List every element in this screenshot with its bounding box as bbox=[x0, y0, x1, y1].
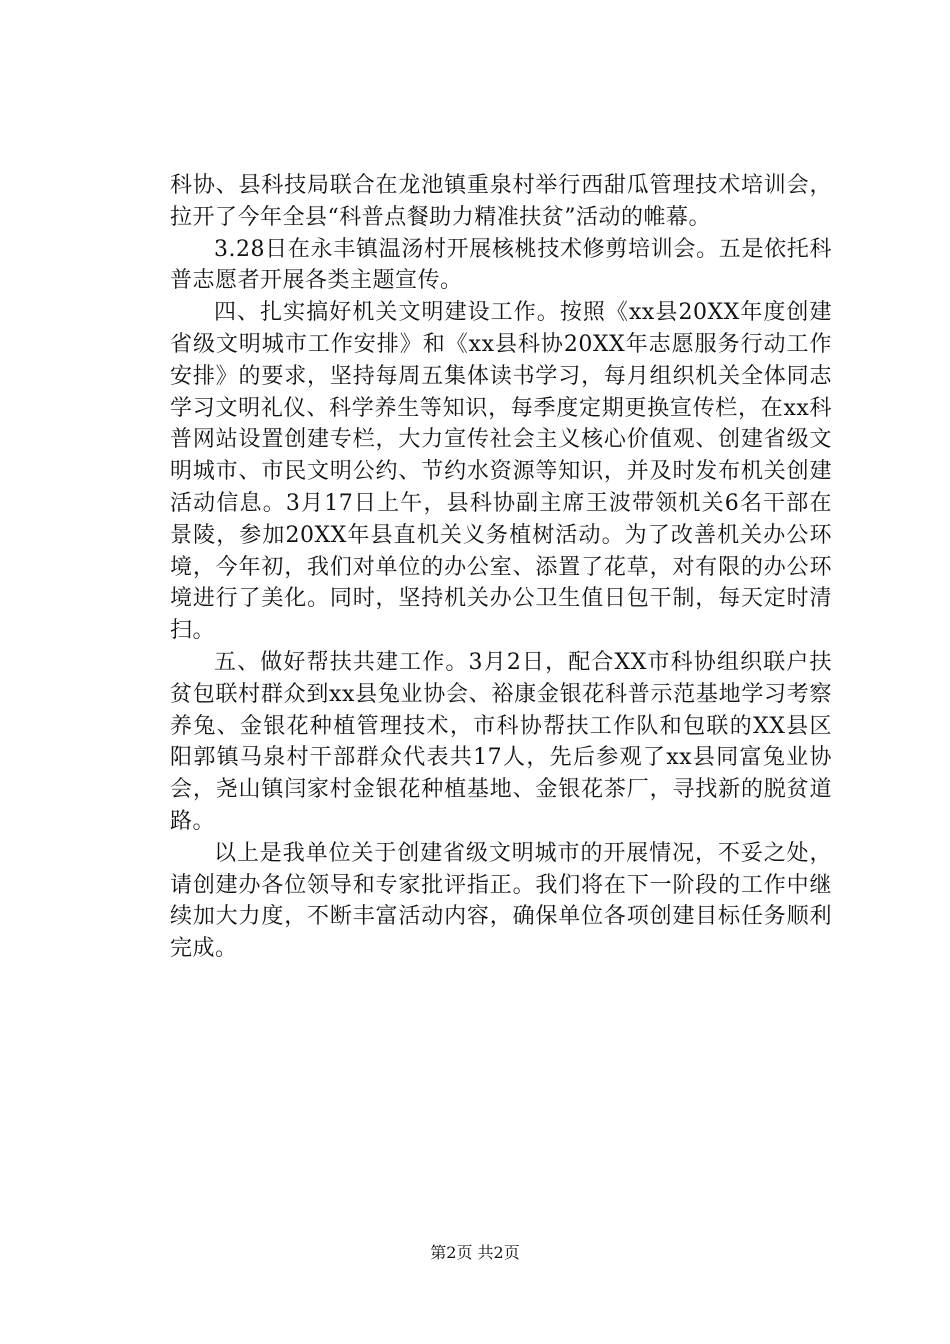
paragraph-poverty-assistance: 五、做好帮扶共建工作。3月2日，配合XX市科协组织联户扶贫包联村群众到xx县兔业协会、裕康金银花科普示范基地学习考察养兔、金银花种植管理技术，市科协帮扶工作队和包联的XX县区阳郭镇马泉村干部群众代表共17人，先后参观了xx县同富兔业协会，尧山镇闫家村金银花种植基地、金银花茶厂，寻找新的脱贫道路。 bbox=[170, 649, 832, 834]
paragraph-walnut-training: 3.28日在永丰镇温汤村开展核桃技术修剪培训会。五是依托科普志愿者开展各类主题宣传。 bbox=[170, 236, 832, 294]
paragraph-civilization-building: 四、扎实搞好机关文明建设工作。按照《xx县20XX年度创建省级文明城市工作安排》和《xx县科协20XX年志愿服务行动工作安排》的要求，坚持每周五集体读书学习，每月组织机关全体同志学习文明礼仪、科学养生等知识，每季度定期更换宣传栏，在xx科普网站设置创建专栏，大力宣传社会主义核心价值观、创建省级文明城市、市民文明公约、节约水资源等知识，并及时发布机关创建活动信息。3月17日上午，县科协副主席王波带领机关6名干部在景陵，参加20XX年县直机关义务植树活动。为了改善机关办公环境，今年初，我们对单位的办公室、添置了花草，对有限的办公环境进行了美化。同时，坚持机关办公卫生值日包干制，每天定时清扫。 bbox=[170, 300, 832, 644]
page-footer: 第2页 共2页 bbox=[430, 1243, 520, 1262]
paragraph-continuation: 科协、县科技局联合在龙池镇重泉村举行西甜瓜管理技术培训会，拉开了今年全县“科普点餐助力精准扶贫”活动的帷幕。 bbox=[170, 173, 832, 230]
document-body bbox=[170, 170, 832, 965]
paragraph-conclusion: 以上是我单位关于创建省级文明城市的开展情况，不妥之处，请创建办各位领导和专家批评指正。我们将在下一阶段的工作中继续加大力度，不断丰富活动内容，确保单位各项创建目标任务顺利完成。 bbox=[170, 840, 832, 962]
